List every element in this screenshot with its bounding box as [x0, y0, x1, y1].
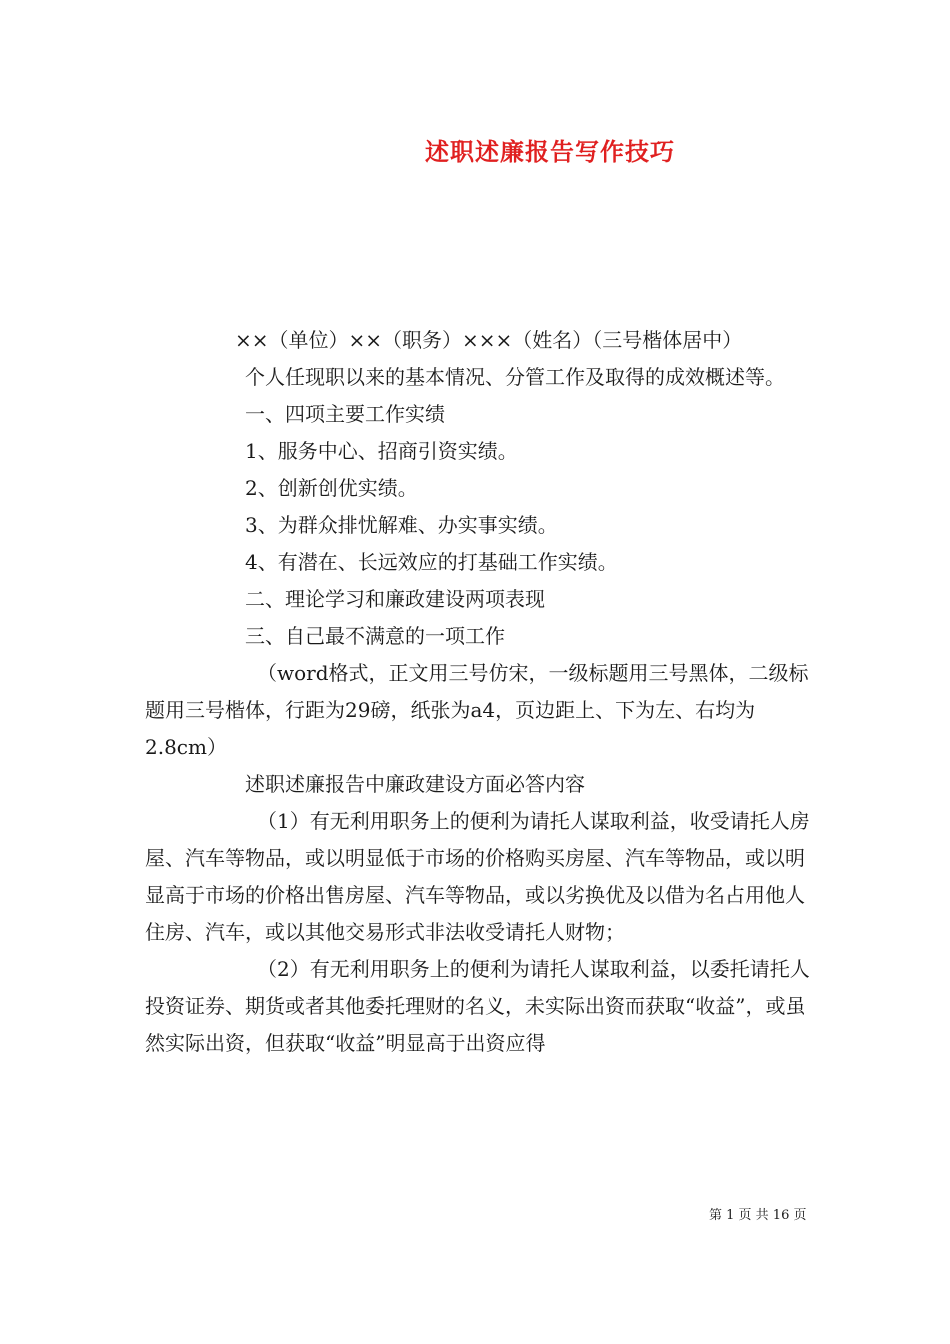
list-item: 2、创新创优实绩。 [245, 476, 418, 500]
section-heading-3: 三、自己最不满意的一项工作 [245, 624, 505, 648]
page-footer: 第 1 页 共 16 页 [709, 1208, 807, 1223]
list-item: 1、服务中心、招商引资实绩。 [245, 439, 518, 463]
list-item: 3、为群众排忧解难、办实事实绩。 [245, 513, 558, 537]
section-heading-1: 一、四项主要工作实绩 [245, 402, 445, 426]
author-line: ××（单位）××（职务）×××（姓名）（三号楷体居中） [235, 328, 743, 352]
overview-paragraph: 个人任现职以来的基本情况、分管工作及取得的成效概述等。 [245, 365, 785, 389]
format-note: （word格式，正文用三号仿宋，一级标题用三号黑体，二级标题用三号楷体，行距为29磅，纸张为a4，页边距上、下为左、右均为2.8cm） [145, 661, 809, 759]
section-heading-2: 二、理论学习和廉政建设两项表现 [245, 587, 545, 611]
list-item: 4、有潜在、长远效应的打基础工作实绩。 [245, 550, 618, 574]
document-body [145, 322, 810, 1062]
subheading: 述职述廉报告中廉政建设方面必答内容 [245, 772, 585, 796]
clause-2: （2）有无利用职务上的便利为请托人谋取利益，以委托请托人投资证券、期货或者其他委托理财的名义，未实际出资而获取“收益”，或虽然实际出资，但获取“收益”明显高于出资应得 [145, 957, 810, 1055]
clause-1: （1）有无利用职务上的便利为请托人谋取利益，收受请托人房屋、汽车等物品，或以明显低于市场的价格购买房屋、汽车等物品，或以明显高于市场的价格出售房屋、汽车等物品，或以劣换优及以借为名占用他人住房、汽车，或以其他交易形式非法收受请托人财物； [145, 809, 810, 944]
document-title: 述职述廉报告写作技巧 [425, 137, 675, 166]
